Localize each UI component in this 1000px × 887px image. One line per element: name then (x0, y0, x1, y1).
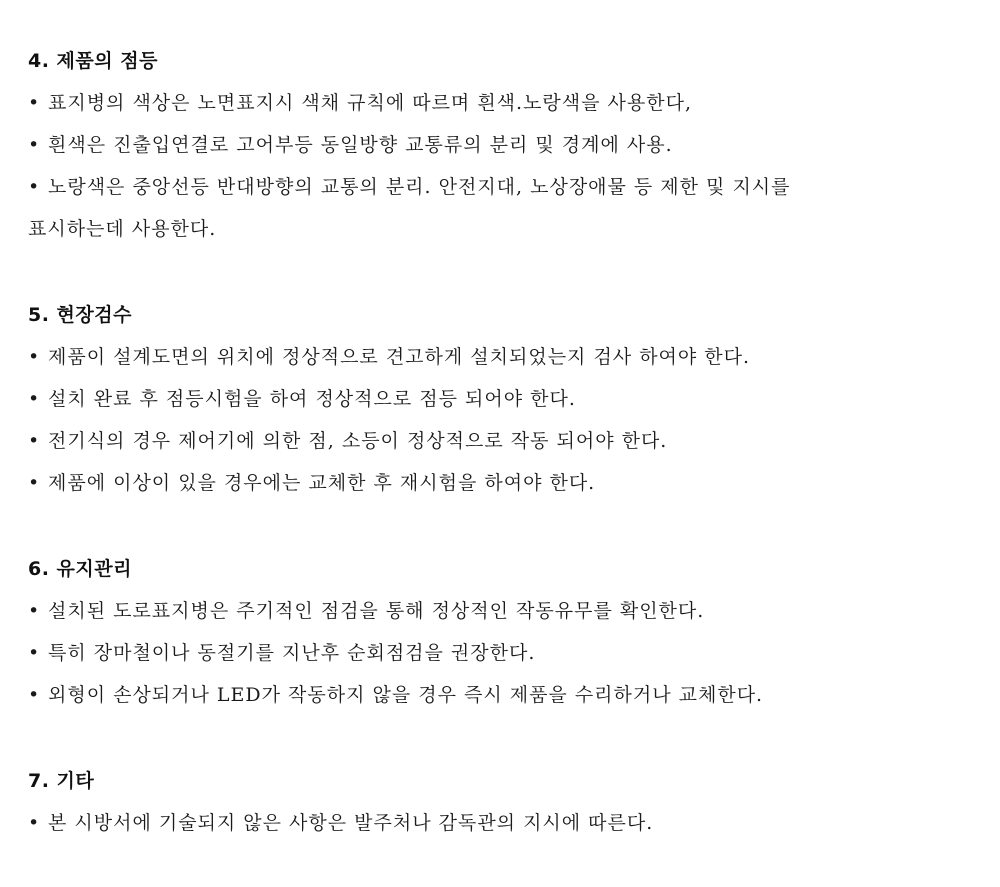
bullet-item (28, 82, 978, 124)
section-maintenance (28, 548, 978, 716)
bullet-icon: • (28, 642, 41, 664)
bullet-icon: • (28, 346, 41, 368)
bullet-item (28, 336, 978, 378)
bullet-text: 제품에 이상이 있을 경우에는 교체한 후 재시험을 하여야 한다. (48, 472, 596, 494)
bullet-icon: • (28, 684, 41, 706)
section-heading: 6. 유지관리 (28, 558, 132, 580)
bullet-text: 표지병의 색상은 노면표지시 색채 규칙에 따르며 흰색.노랑색을 사용한다, (48, 92, 692, 114)
bullet-item (28, 124, 978, 166)
bullet-item (28, 420, 978, 462)
bullet-item (28, 674, 978, 716)
bullet-text: 흰색은 진출입연결로 고어부등 동일방향 교통류의 분리 및 경계에 사용. (48, 134, 673, 156)
bullet-icon: • (28, 472, 41, 494)
bullet-text: 제품이 설계도면의 위치에 정상적으로 견고하게 설치되었는지 검사 하여야 한다. (48, 346, 751, 368)
bullet-text: 노랑색은 중앙선등 반대방향의 교통의 분리. 안전지대, 노상장애물 등 제한 및 지시를 (48, 176, 791, 198)
section-heading: 5. 현장검수 (28, 304, 132, 326)
bullet-icon: • (28, 600, 41, 622)
section-product-lighting (28, 40, 978, 250)
bullet-text: 본 시방서에 기술되지 않은 사항은 발주처나 감독관의 지시에 따른다. (48, 812, 654, 834)
bullet-icon: • (28, 430, 41, 452)
bullet-item (28, 632, 978, 674)
bullet-item (28, 378, 978, 420)
bullet-text: 설치 완료 후 점등시험을 하여 정상적으로 점등 되어야 한다. (48, 388, 576, 410)
bullet-item (28, 166, 978, 208)
section-heading: 4. 제품의 점등 (28, 50, 158, 72)
bullet-continuation: 표시하는데 사용한다. (28, 218, 217, 240)
bullet-text: 전기식의 경우 제어기에 의한 점, 소등이 정상적으로 작동 되어야 한다. (48, 430, 668, 452)
bullet-icon: • (28, 134, 41, 156)
section-other (28, 760, 978, 844)
section-heading: 7. 기타 (28, 770, 95, 792)
bullet-icon: • (28, 92, 41, 114)
bullet-icon: • (28, 388, 41, 410)
bullet-item (28, 802, 978, 844)
section-site-inspection (28, 294, 978, 504)
bullet-text: 외형이 손상되거나 LED가 작동하지 않을 경우 즉시 제품을 수리하거나 교체한다. (48, 684, 764, 706)
bullet-item (28, 462, 978, 504)
bullet-text: 설치된 도로표지병은 주기적인 점검을 통해 정상적인 작동유무를 확인한다. (48, 600, 705, 622)
spec-document (28, 40, 978, 844)
bullet-icon: • (28, 812, 41, 834)
bullet-icon: • (28, 176, 41, 198)
bullet-text: 특히 장마철이나 동절기를 지난후 순회점검을 권장한다. (48, 642, 536, 664)
bullet-item (28, 590, 978, 632)
